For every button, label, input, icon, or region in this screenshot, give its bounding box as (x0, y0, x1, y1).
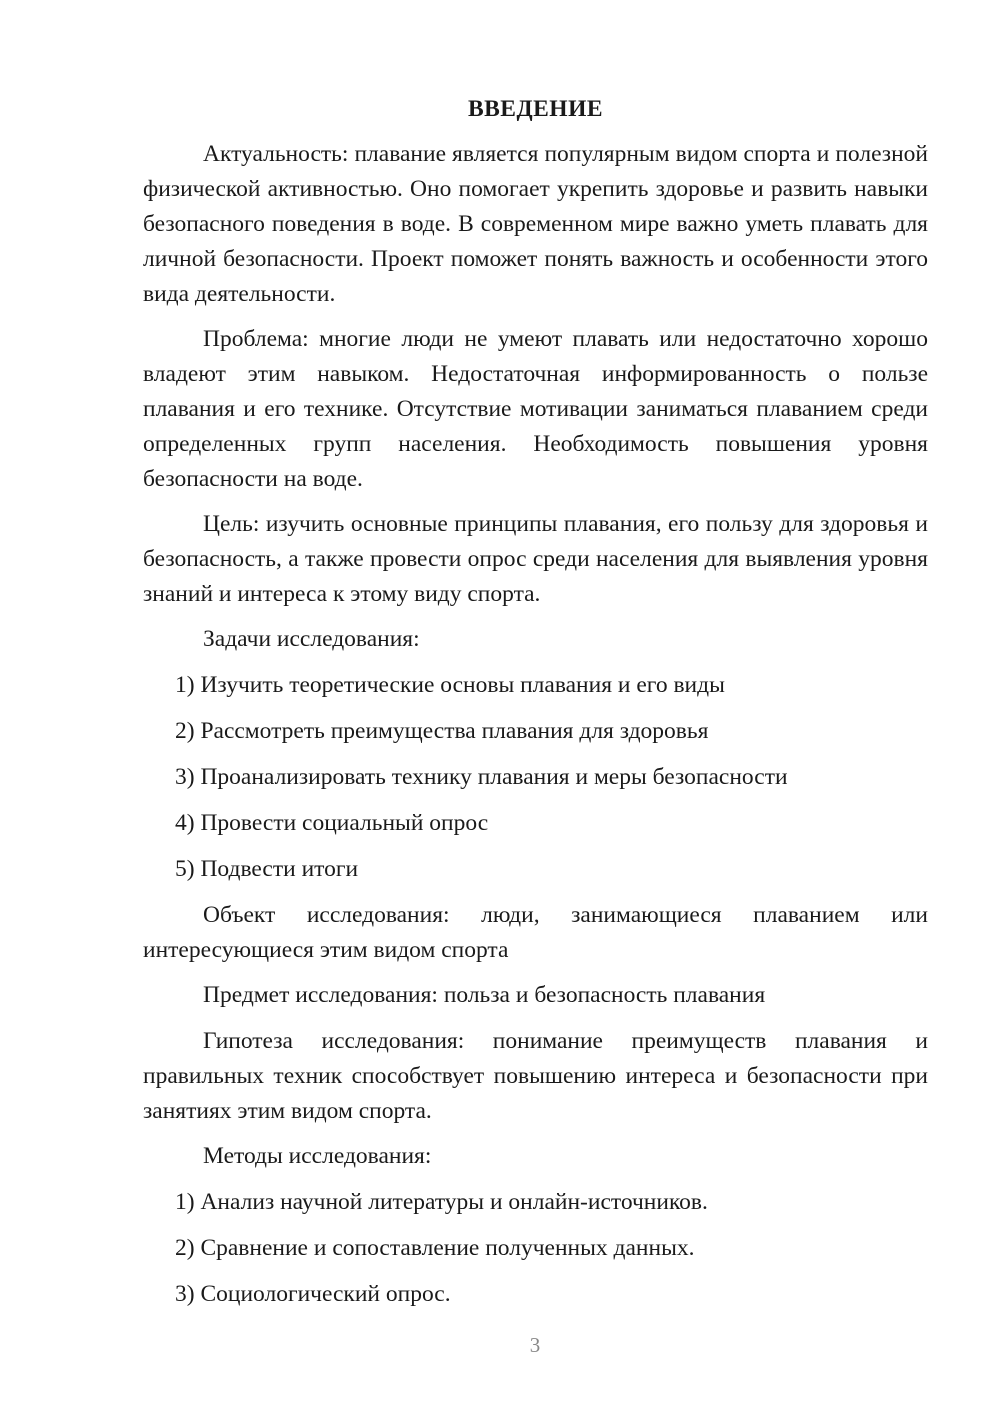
task-item-3: 3) Проанализировать технику плавания и меры безопасности (175, 764, 788, 790)
page-title: ВВЕДЕНИЕ (467, 96, 604, 122)
hypothesis-paragraph: Гипотеза исследования: понимание преимуществ плавания и правильных техник способствует повышению интереса и безопасности при занятиях этим видом спорта. (143, 1028, 928, 1124)
method-item-1: 1) Анализ научной литературы и онлайн-источников. (175, 1189, 708, 1215)
relevance-paragraph: Актуальность: плавание является популярным видом спорта и полезной физической активностью. Оно помогает укрепить здоровье и развить навыки безопасного поведения в воде. В современном мире важно уметь плавать для личной безопасности. Проект поможет понять важность и особенности этого вида деятельности. (143, 141, 928, 307)
task-item-5: 5) Подвести итоги (175, 856, 359, 882)
task-item-2: 2) Рассмотреть преимущества плавания для здоровья (175, 718, 709, 744)
goal-paragraph: Цель: изучить основные принципы плавания, его пользу для здоровья и безопасность, а также провести опрос среди населения для выявления уровня знаний и интереса к этому виду спорта. (143, 511, 928, 607)
methods-heading: Методы исследования: (203, 1143, 432, 1169)
page-number: 3 (529, 1333, 541, 1357)
task-item-1: 1) Изучить теоретические основы плавания и его виды (175, 672, 725, 698)
method-item-2: 2) Сравнение и сопоставление полученных данных. (175, 1235, 695, 1261)
problem-paragraph: Проблема: многие люди не умеют плавать или недостаточно хорошо владеют этим навыком. Недостаточная информированность о пользе плавания и его технике. Отсутствие мотивации заниматься плаванием среди определенных групп населения. Необходимость повышения уровня безопасности на воде. (143, 326, 928, 492)
tasks-heading: Задачи исследования: (203, 626, 420, 652)
object-paragraph: Объект исследования: люди, занимающиеся плаванием или интересующиеся этим видом спорта (143, 902, 928, 963)
task-item-4: 4) Провести социальный опрос (175, 810, 489, 836)
subject-paragraph: Предмет исследования: польза и безопасность плавания (203, 982, 766, 1008)
method-item-3: 3) Социологический опрос. (175, 1281, 451, 1307)
page-content (143, 92, 928, 1323)
